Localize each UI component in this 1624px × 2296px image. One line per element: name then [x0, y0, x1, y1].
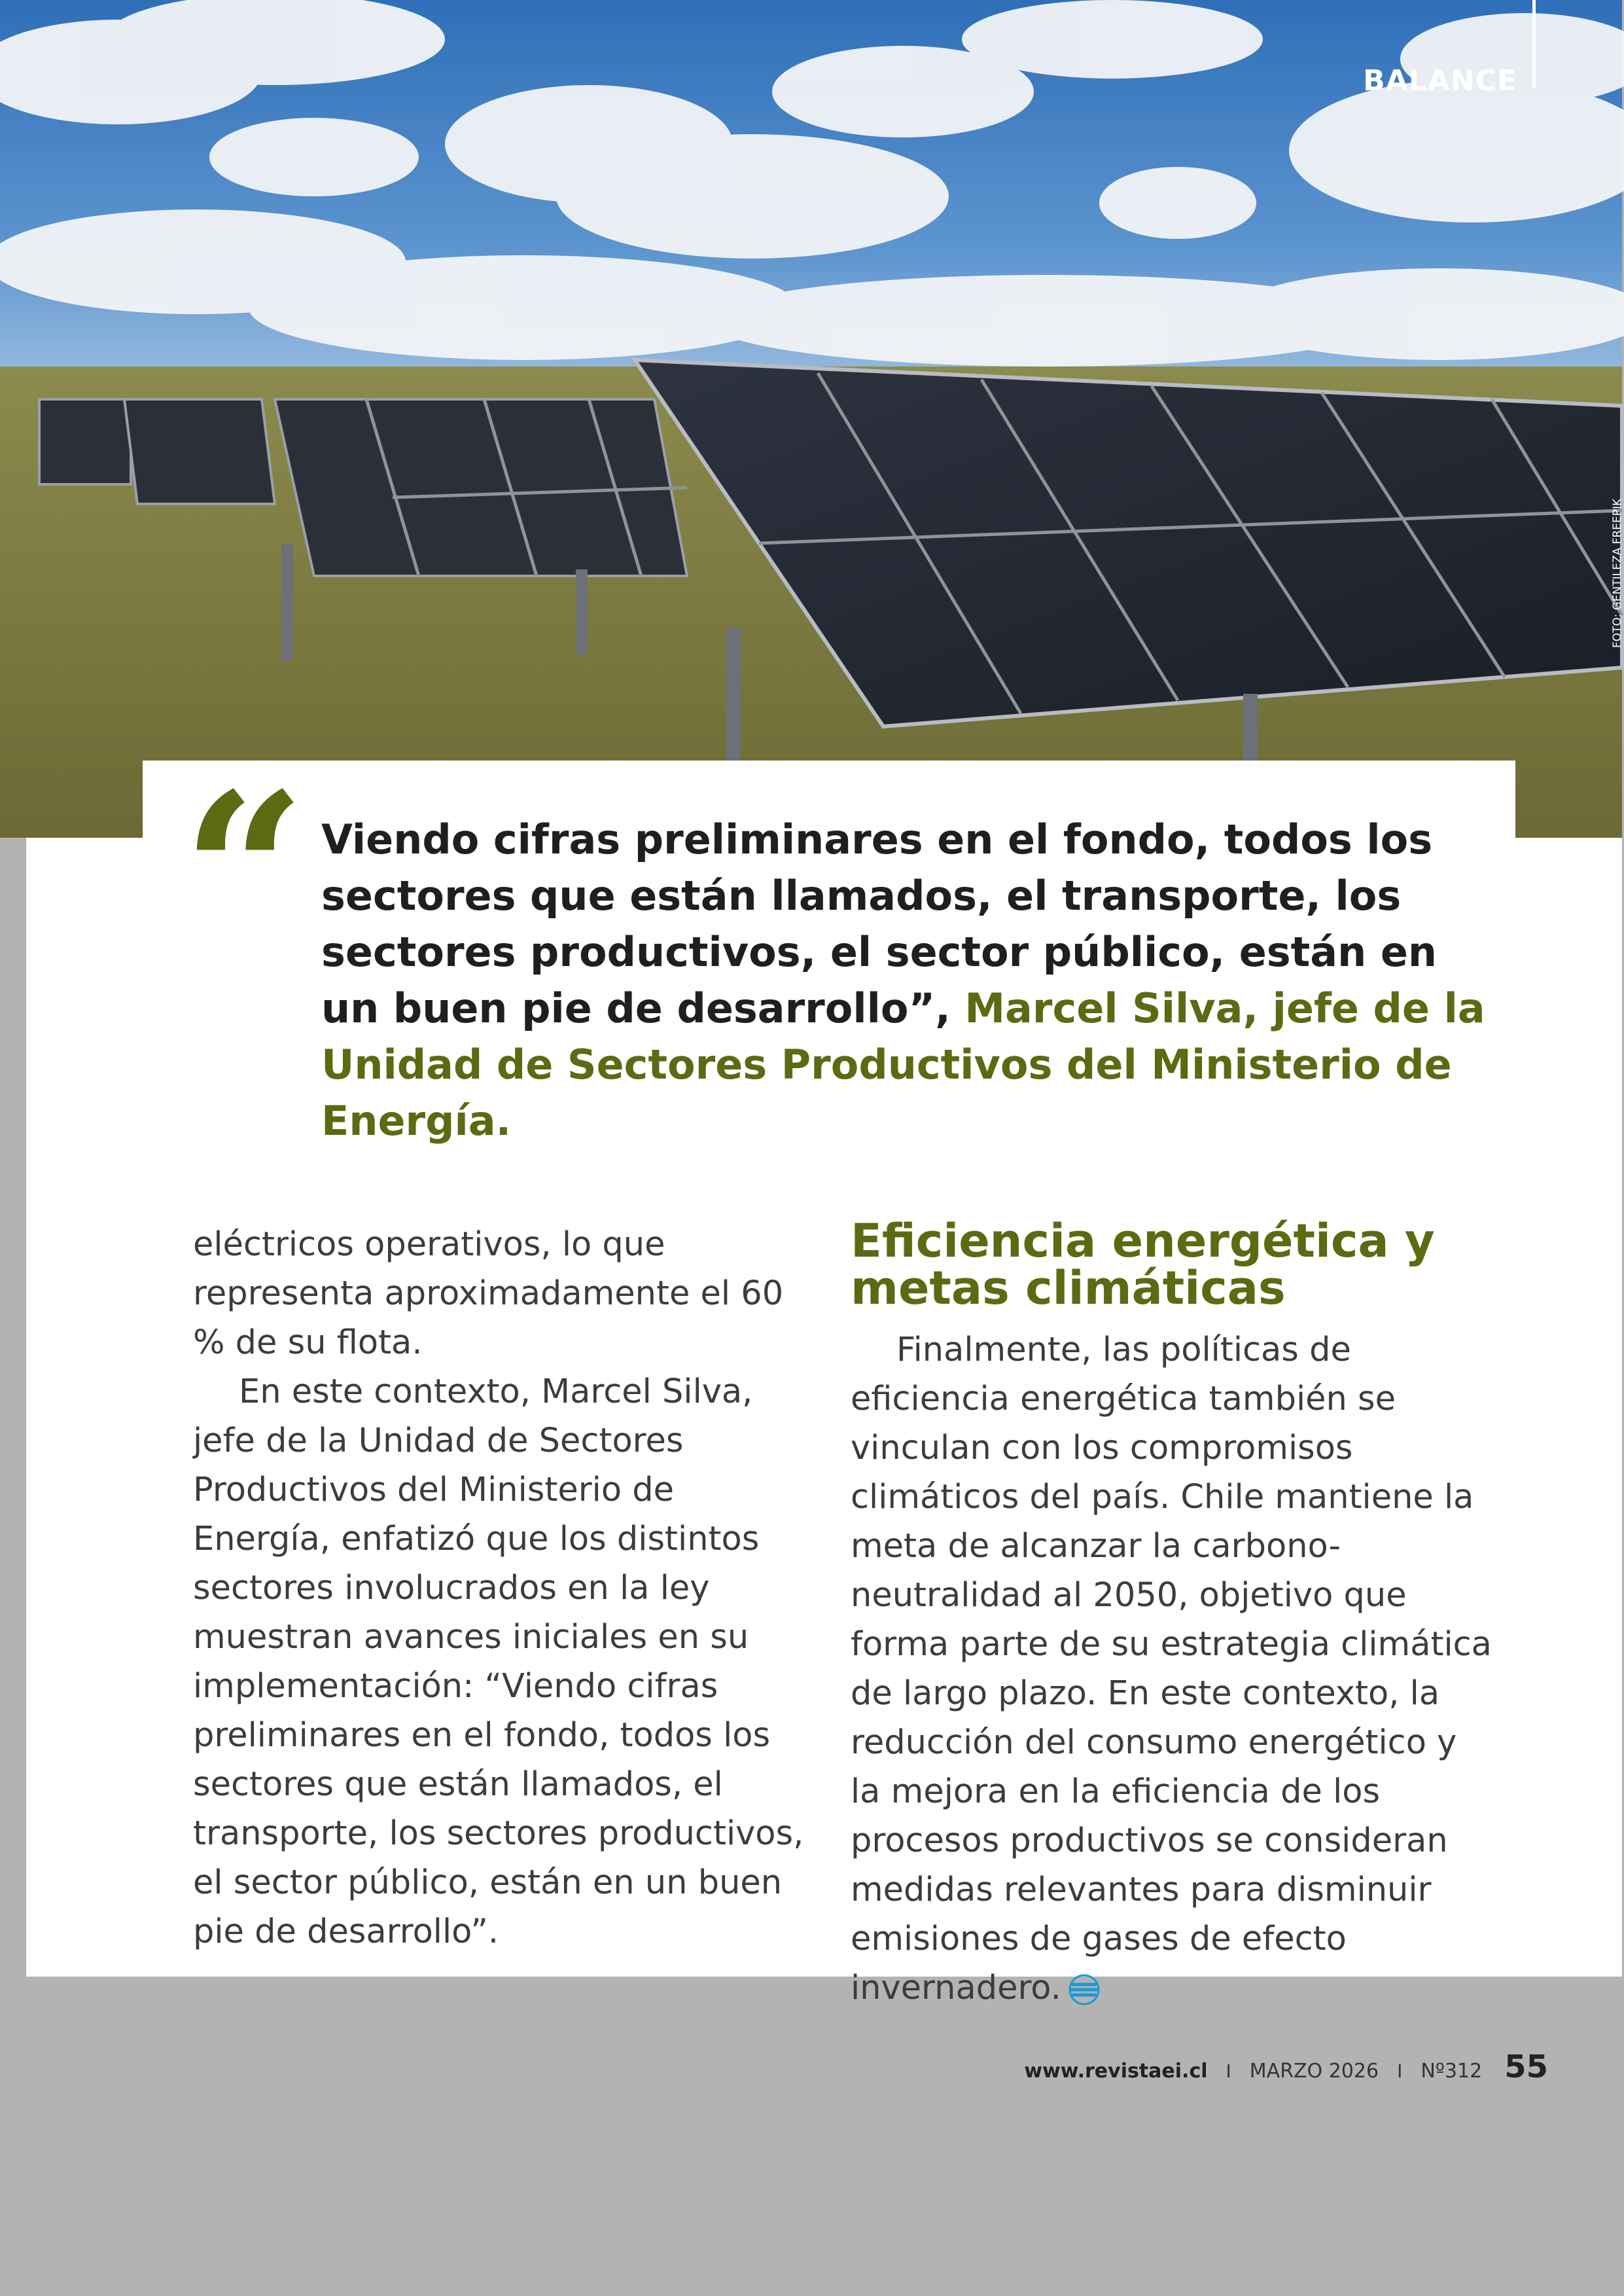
paragraph: eléctricos operativos, lo que representa aproximadamente el 60 % de su flota.	[193, 1225, 784, 1362]
footer-separator: I	[1226, 2060, 1231, 2082]
section-heading: Eficiencia energética y metas climáticas	[851, 1214, 1435, 1315]
paragraph-text: Finalmente, las políticas de eficiencia energética también se vinculan con los compromisos climáticos del país. Chile mantiene la meta de alcanzar la carbono-neutralidad al 2050, objetivo que forma parte de su estrategia climática de largo plazo. En este contexto, la reducción del consumo energético y la mejora en la eficiencia de los procesos productivos se consideran medidas relevantes para disminuir emisiones de gases de efecto invernadero.	[851, 1331, 1492, 2007]
paragraph: En este contexto, Marcel Silva, jefe de la Unidad de Sectores Productivos del Ministerio de Energía, enfatizó que los distintos sectores involucrados en la ley muestran avances iniciales en su implementación: “Viendo cifras preliminares en el fondo, todos los sectores que están llamados, el transporte, los sectores productivos, el sector público, están en un buen pie de desarrollo”.	[193, 1372, 804, 1951]
section-divider	[1532, 0, 1536, 88]
article-column-left	[193, 1220, 815, 1956]
article-column-right	[851, 1325, 1492, 2013]
end-of-article-icon	[1068, 1973, 1101, 2006]
page-footer	[1024, 2049, 1548, 2085]
footer-date: MARZO 2026	[1249, 2060, 1379, 2083]
footer-issue: Nº312	[1421, 2060, 1483, 2083]
paragraph	[851, 1325, 1492, 2013]
footer-site: www.revistaei.cl	[1024, 2060, 1208, 2083]
pull-quote-text: Viendo cifras preliminares en el fondo, todos los sectores que están llamados, el transporte, los sectores productivos, el sector público, están en un buen pie de desarrollo”,	[321, 816, 1438, 1032]
page-number: 55	[1504, 2049, 1548, 2085]
open-quote-icon: “	[182, 745, 306, 999]
footer-separator: I	[1397, 2060, 1403, 2082]
photo-credit: FOTO: GENTILEZA FREEPIK	[1611, 498, 1624, 648]
solar-panels-photo	[0, 0, 1622, 838]
pull-quote	[321, 812, 1499, 1149]
section-label: BALANCE	[1363, 64, 1517, 98]
pull-quote-attribution: Marcel Silva, jefe de la Unidad de Sectores Productivos del Ministerio de Energía.	[321, 984, 1485, 1145]
